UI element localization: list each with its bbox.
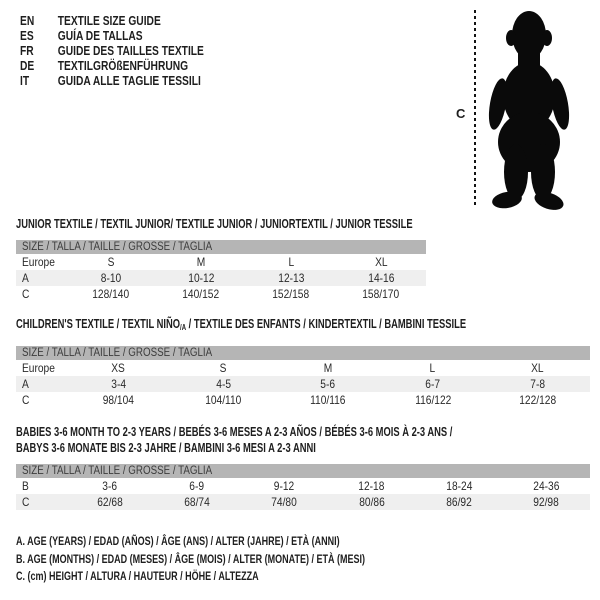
size-table-junior — [16, 240, 426, 302]
size-cell: 7-8 — [485, 376, 590, 392]
title-line-2: BABYS 3-6 MONATE BIS 2-3 JAHRE / BAMBINI 3-6 MESI A 2-3 ANNI — [16, 441, 316, 455]
language-code: IT — [20, 74, 30, 88]
size-cell: 8-10 — [66, 270, 156, 286]
size-cell: 24-36 — [533, 479, 560, 493]
size-table-children — [16, 346, 590, 408]
size-cell: L — [288, 255, 294, 269]
size-cell: XS — [111, 361, 126, 375]
title-subscript: /A — [180, 323, 187, 332]
size-cell: M — [196, 255, 206, 269]
size-cell: 68/74 — [153, 494, 240, 510]
size-cell: 6-7 — [380, 376, 485, 392]
language-row-fr — [20, 44, 244, 59]
row-label: C — [22, 393, 30, 407]
size-table-grid — [16, 478, 590, 510]
row-label: Europe — [22, 255, 55, 269]
language-row-es — [20, 29, 244, 44]
size-cell: 12-18 — [358, 479, 385, 493]
language-code: EN — [20, 14, 35, 28]
language-title: GUÍA DE TALLAS — [57, 29, 143, 43]
size-cell: 3-6 — [102, 479, 118, 493]
size-cell: 4-5 — [171, 376, 276, 392]
size-cell: 98/104 — [102, 393, 134, 407]
size-cell: 10-12 — [156, 270, 246, 286]
language-row-de — [20, 59, 244, 74]
size-cell: S — [219, 361, 227, 375]
language-code: FR — [20, 44, 34, 58]
size-cell: 116/122 — [414, 393, 451, 407]
size-table-babies — [16, 464, 590, 510]
size-cell: XL — [374, 255, 388, 269]
size-cell: S — [107, 255, 115, 269]
language-title: GUIDA ALLE TAGLIE TESSILI — [57, 74, 201, 88]
row-label: C — [22, 287, 30, 301]
baby-silhouette-icon — [480, 8, 576, 210]
table-title-children — [16, 316, 600, 336]
title-text: / TEXTILE DES ENFANTS / KINDERTEXTIL / BAMBINI TESSILE — [186, 317, 467, 331]
height-measure-dashed-line — [474, 10, 476, 207]
size-header-bar: SIZE / TALLA / TAILLE / GRÖSSE / TAGLIA — [16, 346, 590, 360]
size-cell: 6-9 — [189, 479, 205, 493]
size-cell: 9-12 — [274, 479, 295, 493]
size-cell: 158/170 — [362, 287, 400, 301]
language-title: GUIDE DES TAILLES TEXTILE — [57, 44, 204, 58]
size-cell: 140/152 — [182, 287, 220, 301]
size-cell: 104/110 — [205, 393, 242, 407]
row-label: A — [16, 270, 66, 286]
footnotes — [16, 533, 481, 586]
size-cell: 80/86 — [328, 494, 415, 510]
size-cell: XL — [531, 361, 544, 375]
language-row-it — [20, 74, 244, 89]
row-label: A — [16, 376, 66, 392]
size-cell: L — [429, 361, 436, 375]
size-header-bar: SIZE / TALLA / TAILLE / GRÖSSE / TAGLIA — [16, 240, 426, 254]
size-cell: 5-6 — [276, 376, 381, 392]
footnote-a: A. AGE (YEARS) / EDAD (AÑOS) / ÂGE (ANS) / ALTER (JAHRE) / ETÀ (ANNI) — [16, 534, 340, 548]
size-cell: 14-16 — [336, 270, 426, 286]
size-header-bar: SIZE / TALLA / TAILLE / GRÖSSE / TAGLIA — [16, 464, 590, 478]
size-cell: 86/92 — [415, 494, 502, 510]
language-code: DE — [20, 59, 35, 73]
footnote-b: B. AGE (MONTHS) / EDAD (MESES) / ÂGE (MOIS) / ALTER (MONATE) / ETÀ (MESI) — [16, 551, 365, 566]
height-dimension-label: C — [456, 106, 466, 121]
language-title: TEXTILGRÖßENFÜHRUNG — [57, 59, 189, 73]
size-cell: 92/98 — [503, 494, 590, 510]
size-cell: 122/128 — [519, 393, 557, 407]
footnote-c: C. (cm) HEIGHT / ALTURA / HAUTEUR / HÖHE / ALTEZZA — [16, 569, 259, 583]
row-label: Europe — [22, 361, 55, 375]
language-title: TEXTILE SIZE GUIDE — [57, 14, 161, 28]
size-table-grid — [16, 254, 426, 302]
language-code: ES — [20, 29, 34, 43]
table-title-babies — [16, 424, 598, 456]
size-cell: 18-24 — [445, 479, 473, 493]
row-label: C — [16, 494, 66, 510]
language-header — [20, 14, 244, 89]
size-table-grid — [16, 360, 590, 408]
size-cell: 62/68 — [66, 494, 153, 510]
size-cell: 3-4 — [66, 376, 171, 392]
row-label: B — [22, 479, 29, 493]
size-cell: M — [323, 361, 333, 375]
title-line-1: BABIES 3-6 MONTH TO 2-3 YEARS / BEBÉS 3-6 MESES A 2-3 AÑOS / BÉBÉS 3-6 MOIS À 2-3 ANS / — [16, 425, 453, 439]
title-text: CHILDREN'S TEXTILE / TEXTIL NIÑO — [16, 317, 181, 331]
size-cell: 12-13 — [246, 270, 336, 286]
language-row-en — [20, 14, 244, 29]
size-cell: 152/158 — [272, 287, 310, 301]
size-cell: 74/80 — [241, 494, 328, 510]
table-title-junior: JUNIOR TEXTILE / TEXTIL JUNIOR/ TEXTILE JUNIOR / JUNIORTEXTIL / JUNIOR TESSILE — [16, 217, 413, 231]
size-cell: 110/116 — [310, 393, 346, 407]
size-cell: 128/140 — [92, 287, 130, 301]
